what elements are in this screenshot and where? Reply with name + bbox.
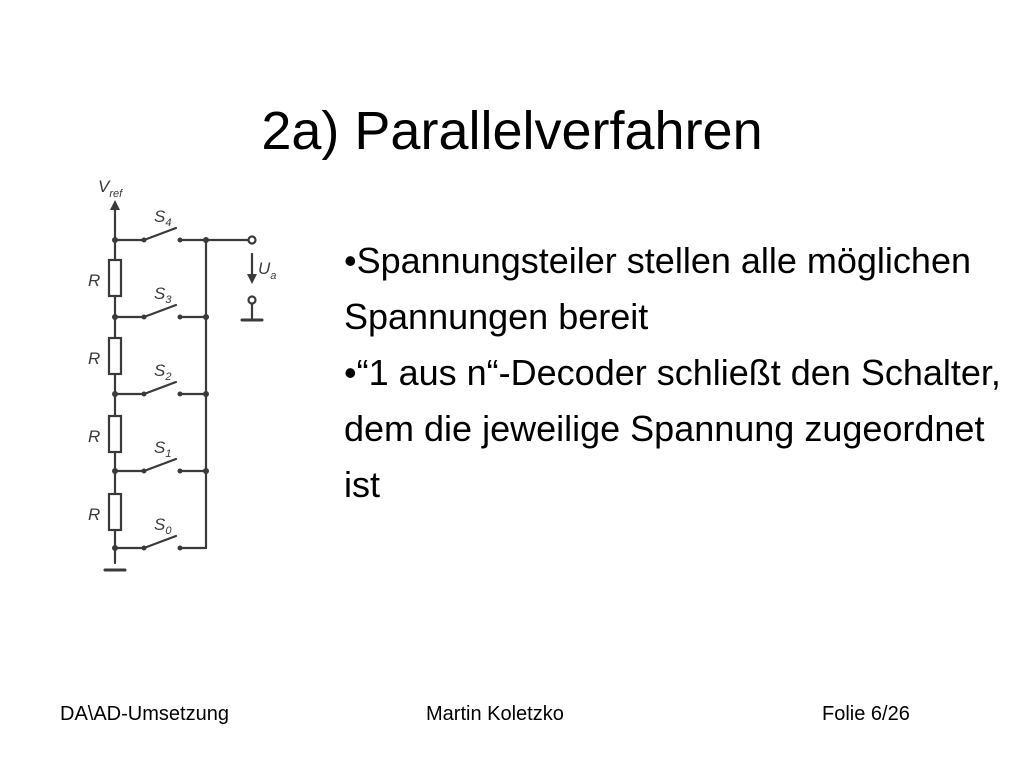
resistor-label-3: R (88, 427, 101, 446)
switch-s1 (115, 459, 206, 471)
switch-s2 (115, 382, 206, 394)
switch-s3 (115, 305, 206, 317)
circuit-diagram (80, 168, 280, 583)
output-label: $U_a$ (258, 259, 277, 282)
resistor-2 (109, 338, 121, 374)
switch-s4 (115, 228, 206, 240)
vref-arrow-head (110, 200, 120, 210)
vref-label: $V_{ref}$ (98, 177, 123, 200)
footer-slide-number: Folie 6/26 (822, 703, 910, 725)
resistor-3 (109, 416, 121, 452)
resistor-label-4: R (88, 505, 101, 524)
switch-label-s0: $S_0$ (154, 515, 172, 537)
footer-topic: DA\AD-Umsetzung (60, 703, 229, 725)
resistor-label-2: R (88, 349, 101, 368)
slide-title: 2a) Parallelverfahren (261, 101, 763, 162)
switch-label-s3: $S_3$ (154, 284, 172, 306)
bullet-item-2: •“1 aus n“-Decoder schließt den Schalter, dem die jeweilige Spannung zugeordnet ist (344, 352, 1001, 505)
switch-label-s4: $S_4$ (154, 207, 172, 229)
switch-label-s1: $S_1$ (154, 438, 172, 460)
switch-label-s2: $S_2$ (154, 361, 172, 383)
switch-s0 (115, 536, 206, 548)
bullet-list (344, 233, 1014, 513)
resistor-label-1: R (88, 271, 101, 290)
resistor-4 (109, 494, 121, 530)
bullet-item-1: •Spannungsteiler stellen alle möglichen Spannungen bereit (344, 240, 971, 337)
ground-terminal (249, 297, 256, 304)
output-terminal (249, 237, 256, 244)
resistor-1 (109, 260, 121, 296)
footer-author: Martin Koletzko (426, 703, 564, 725)
ua-arrow-head (247, 274, 257, 284)
